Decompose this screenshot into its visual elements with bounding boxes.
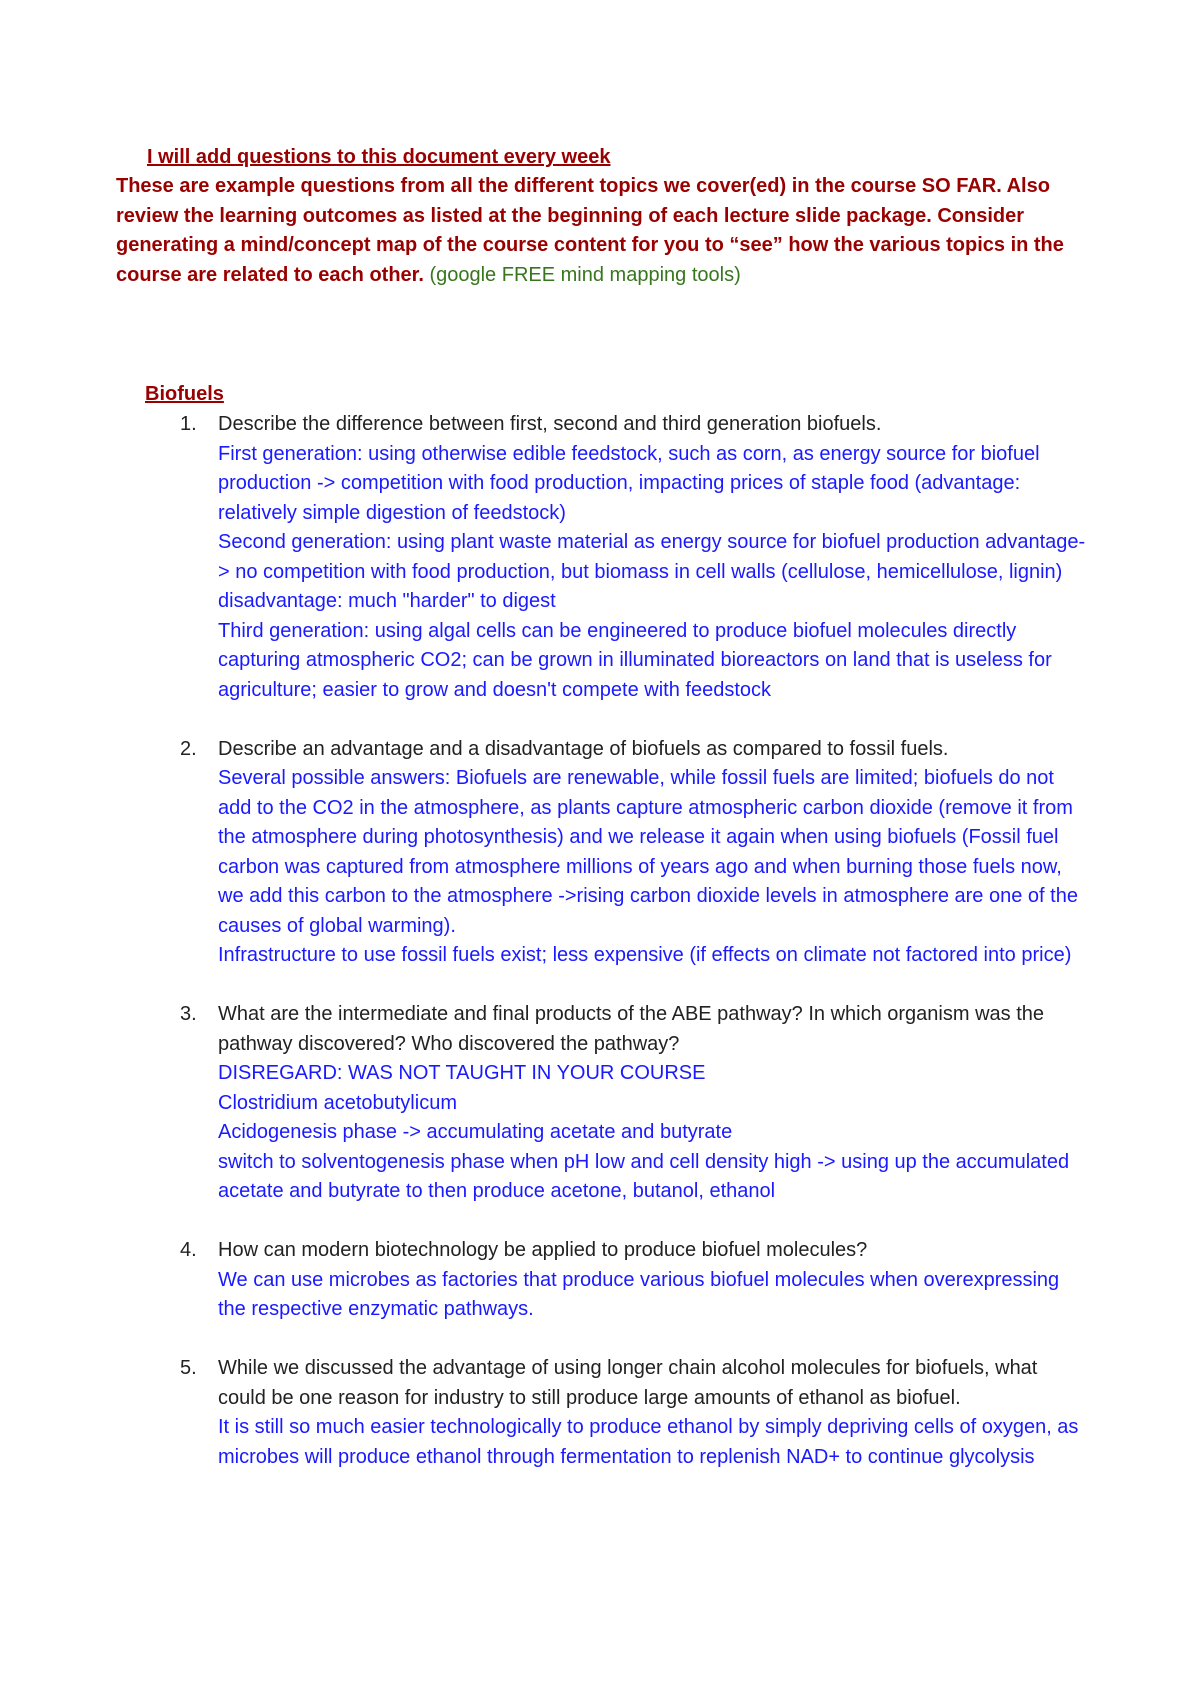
question-number: 5. — [180, 1357, 197, 1379]
question-item — [170, 1000, 1090, 1207]
intro-heading: I will add questions to this document every week — [147, 146, 611, 168]
answer-text: It is still so much easier technologically to produce ethanol by simply depriving cells of oxygen, as microbes will produce ethanol through fermentation to replenish NAD+ to continue glycolysis — [218, 1416, 1079, 1468]
question-item — [170, 1236, 1090, 1325]
question-text: Describe an advantage and a disadvantage of biofuels as compared to fossil fuels. — [218, 737, 949, 760]
question-text: How can modern biotechnology be applied to produce biofuel molecules? — [218, 1239, 868, 1261]
question-list — [170, 410, 1090, 1502]
question-text: While we discussed the advantage of using longer chain alcohol molecules for biofuels, what could be one reason for industry to still produce large amounts of ethanol as biofuel. — [218, 1357, 1038, 1409]
answer-text: Third generation: using algal cells can be engineered to produce biofuel molecules directly capturing atmospheric CO2; can be grown in illuminated bioreactors on land that is useless for agriculture; easier to grow and doesn't compete with feedstock — [218, 619, 1052, 701]
answer-text: switch to solventogenesis phase when pH low and cell density high -> using up the accumulated acetate and butyrate to then produce acetone, butanol, ethanol — [218, 1150, 1070, 1202]
question-number: 3. — [180, 1003, 197, 1025]
question-item — [170, 1354, 1090, 1472]
question-text: Describe the difference between first, second and third generation biofuels. — [218, 413, 882, 435]
question-number: 4. — [180, 1239, 197, 1261]
intro-paragraph — [116, 172, 1076, 290]
question-number: 1. — [180, 413, 197, 435]
question-number: 2. — [180, 737, 197, 760]
answer-text: Infrastructure to use fossil fuels exist; less expensive (if effects on climate not factored into price) — [218, 944, 1072, 966]
question-item — [170, 410, 1090, 705]
answer-text: We can use microbes as factories that produce various biofuel molecules when overexpressing the respective enzymatic pathways. — [218, 1268, 1060, 1320]
intro-note: (google FREE mind mapping tools) — [423, 263, 741, 286]
answer-text: Second generation: using plant waste material as energy source for biofuel production advantage-> no competition with food production, but biomass in cell walls (cellulose, hemicellulose, lignin) disadvantage: much "harder" to digest — [218, 531, 1086, 612]
answer-text: DISREGARD: WAS NOT TAUGHT IN YOUR COURSE — [218, 1062, 706, 1084]
question-item — [170, 735, 1090, 971]
answer-text: Acidogenesis phase -> accumulating acetate and butyrate — [218, 1121, 733, 1143]
answer-text: First generation: using otherwise edible feedstock, such as corn, as energy source for biofuel production -> competition with food production, impacting prices of staple food (advantage: relatively simple digestion of feedstock) — [218, 442, 1040, 524]
answer-text: Several possible answers: Biofuels are renewable, while fossil fuels are limited; biofuels do not add to the CO2 in the atmosphere, as plants capture atmospheric carbon dioxide (remove it from the atmosphere during photosynthesis) and we release it again when using biofuels (Fossil fuel carbon was captured from atmosphere millions of years ago and when burning those fuels now, we add this carbon to the atmosphere ->rising carbon dioxide levels in atmosphere are one of the causes of global warming). — [218, 767, 1078, 937]
question-text: What are the intermediate and final products of the ABE pathway? In which organism was the pathway discovered? Who discovered the pathway? — [218, 1003, 1045, 1055]
answer-text: Clostridium acetobutylicum — [218, 1091, 457, 1114]
section-title-biofuels: Biofuels — [145, 383, 224, 405]
intro-bold-text: These are example questions from all the different topics we cover(ed) in the course SO FAR. Also review the learning outcomes as listed at the beginning of each lecture slide package. Consider generating a mind/concept map of the course content for you to “see” how the various topics in the course are related to each other. — [116, 175, 1064, 286]
